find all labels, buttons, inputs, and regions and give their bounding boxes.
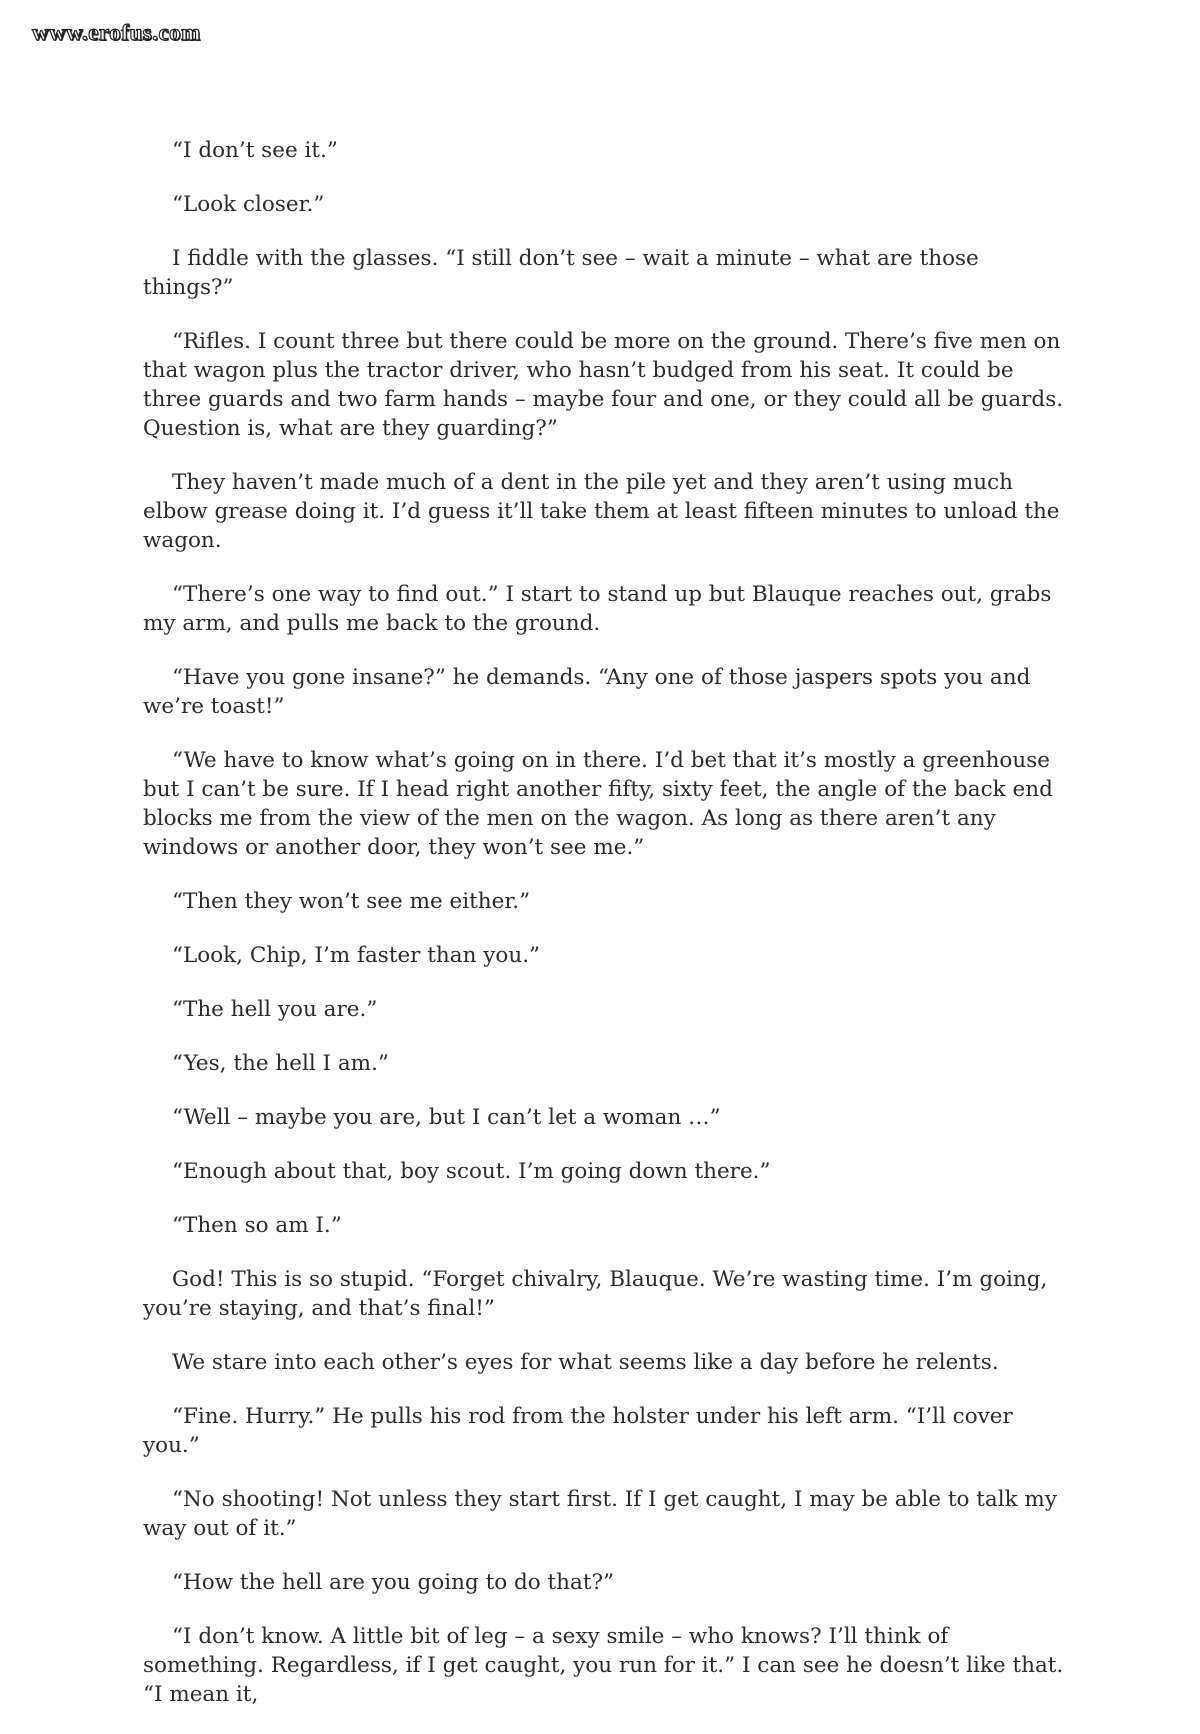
paragraph-15: “Then so am I.” <box>172 1213 342 1238</box>
paragraph-5: They haven’t made much of a dent in the pile yet and they aren’t using much elbow grease doing it. I’d guess it’ll take them at least fifteen minutes to unload the wagon. <box>143 470 1060 553</box>
paragraph-11: “The hell you are.” <box>172 997 378 1022</box>
paragraph-7: “Have you gone insane?” he demands. “Any one of those jaspers spots you and we’re toast!” <box>143 665 1031 719</box>
paragraph-6: “There’s one way to find out.” I start to stand up but Blauque reaches out, grabs my arm, and pulls me back to the ground. <box>143 582 1052 636</box>
paragraph-3: I fiddle with the glasses. “I still don’t see – wait a minute – what are those things?” <box>143 246 979 300</box>
paragraph-20: “How the hell are you going to do that?” <box>172 1570 614 1595</box>
paragraph-14: “Enough about that, boy scout. I’m going down there.” <box>172 1159 771 1184</box>
page-body <box>143 136 1073 1734</box>
paragraph-1: “I don’t see it.” <box>172 138 338 163</box>
paragraph-8: “We have to know what’s going on in there. I’d bet that it’s mostly a greenhouse but I can’t be sure. If I head right another fifty, sixty feet, the angle of the back end blocks me from the view of the men on the wagon. As long as there aren’t any windows or another door, they won’t see me.” <box>143 748 1053 860</box>
paragraph-16: God! This is so stupid. “Forget chivalry, Blauque. We’re wasting time. I’m going, you’re staying, and that’s final!” <box>143 1267 1048 1321</box>
watermark-text: www.erofus.com <box>32 20 201 45</box>
paragraph-12: “Yes, the hell I am.” <box>172 1051 389 1076</box>
paragraph-2: “Look closer.” <box>172 192 325 217</box>
paragraph-10: “Look, Chip, I’m faster than you.” <box>172 943 541 968</box>
paragraph-13: “Well – maybe you are, but I can’t let a woman …” <box>172 1105 721 1130</box>
paragraph-21: “I don’t know. A little bit of leg – a sexy smile – who knows? I’ll think of something. Regardless, if I get caught, you run for it.” I can see he doesn’t like that. “I mean it, <box>143 1624 1064 1707</box>
paragraph-18: “Fine. Hurry.” He pulls his rod from the holster under his left arm. “I’ll cover you.” <box>143 1404 1013 1458</box>
paragraph-17: We stare into each other’s eyes for what seems like a day before he relents. <box>172 1350 999 1375</box>
paragraph-19: “No shooting! Not unless they start first. If I get caught, I may be able to talk my way out of it.” <box>143 1487 1057 1541</box>
paragraph-4: “Rifles. I count three but there could be more on the ground. There’s five men on that wagon plus the tractor driver, who hasn’t budged from his seat. It could be three guards and two farm hands – maybe four and one, or they could all be guards. Question is, what are they guarding?” <box>143 329 1064 441</box>
paragraph-9: “Then they won’t see me either.” <box>172 889 531 914</box>
